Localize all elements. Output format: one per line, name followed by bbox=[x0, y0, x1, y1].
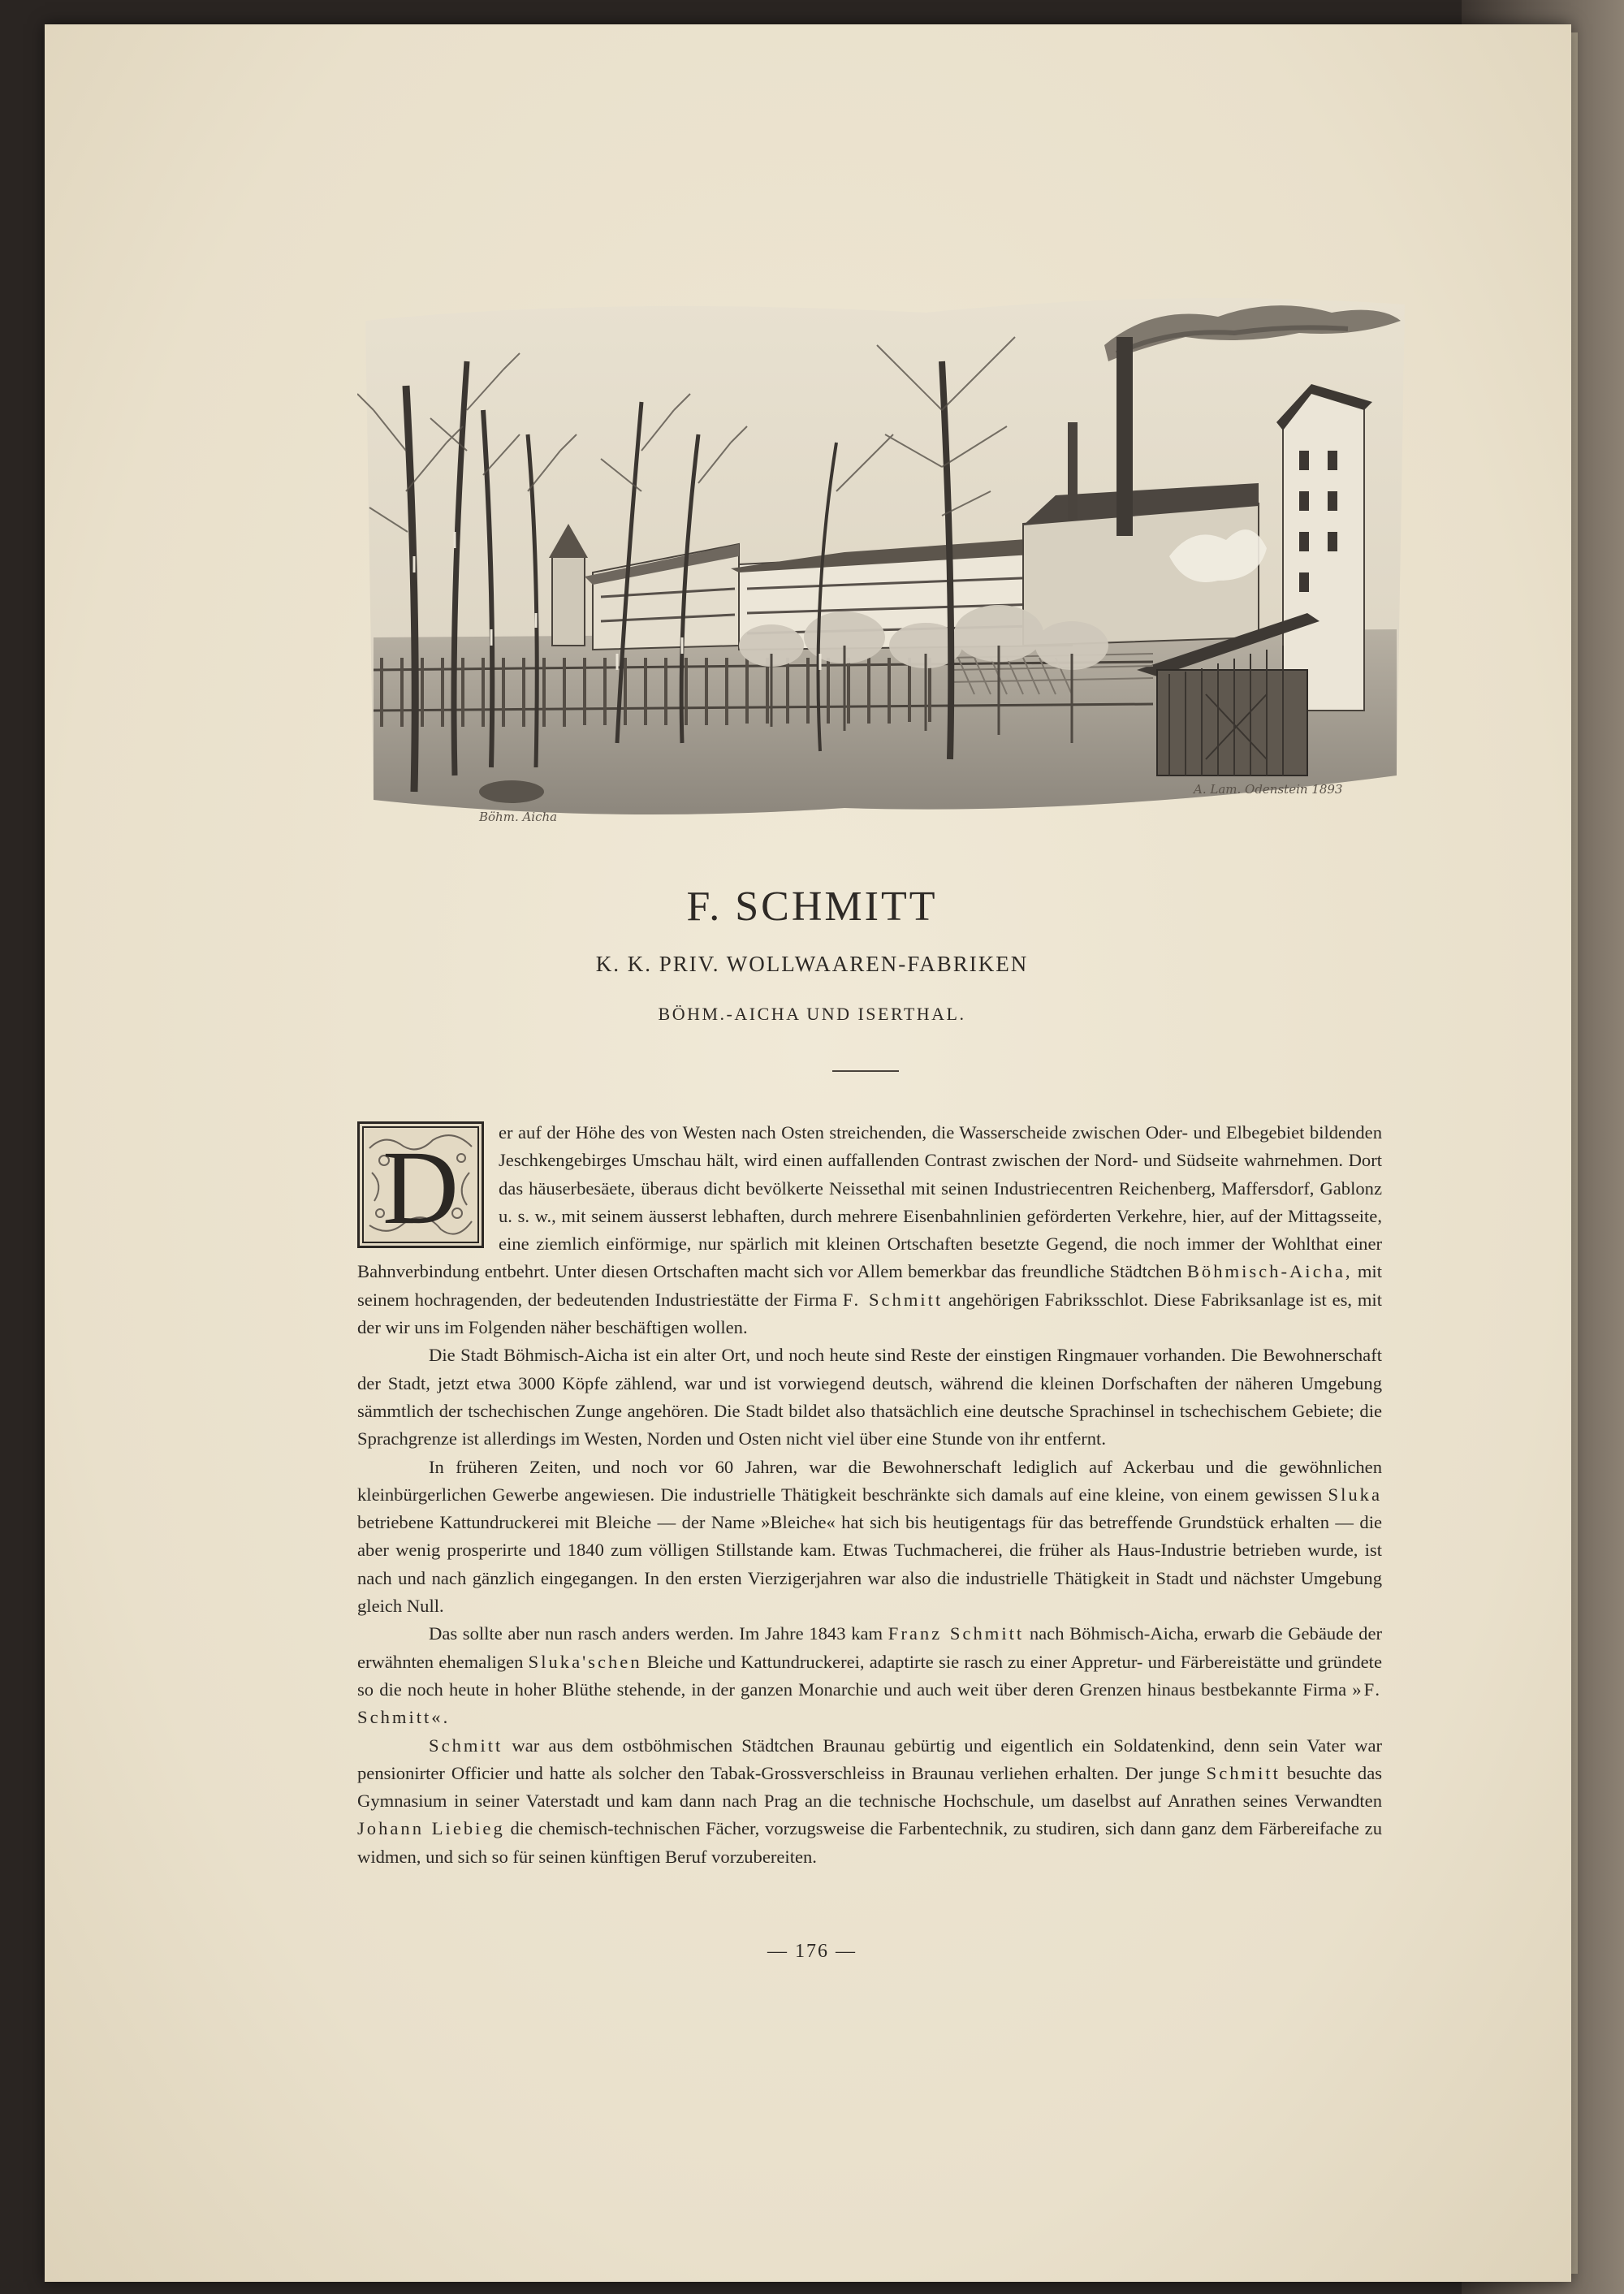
title-rule bbox=[832, 1070, 899, 1072]
town-name: Böhmisch-Aicha, bbox=[1186, 1261, 1353, 1282]
paragraph-2: Die Stadt Böhmisch-Aicha ist ein alter Ort, und noch heute sind Reste der einstigen Ringmauer vorhanden. Die Bewohnerschaft der Stadt, jetzt etwa 3000 Köpfe zählend, war und ist vorwiegend deutsch, während die kleinen Dorfschaften der näheren Umgebung sämmtlich der tschechischen Zunge angehören. Die Stadt bildet also thatsächlich eine deutsche Sprachinsel in tschechischem Gebiete; die Sprachgrenze ist allerdings im Westen, Norden und Osten nicht viel über eine Stunde von ihr entfernt. bbox=[357, 1345, 1382, 1449]
page-number: — 176 — bbox=[767, 1941, 857, 1962]
franz-schmitt-name: Franz Schmitt bbox=[888, 1623, 1025, 1644]
illustration-signature-left: Böhm. Aicha bbox=[479, 810, 558, 824]
paragraph-1-text-a: er auf der Höhe des von Westen nach Osten streichenden, die Wasserscheide zwischen Oder- und Elbegebiet bildenden Jeschkengebirges Umschau hält, wird einen auffallenden Contrast zwischen der Nord- und Südseite wahrnehmen. Dort das häuserbesäete, überaus dicht bevölkerte Neissethal mit seinen Industriecentren Reichenberg, Maffersdorf, Gablonz u. s. w., mit seinem äusserst lebhaften, durch mehrere Eisenbahnlinien geförderten Verkehre, hier, auf der Mittagsseite, eine ziemlich einförmige, nur spärlich mit kleinen Ortschaften besetzte Gegend, die noch immer der Wohlthat einer Bahnverbindung entbehrt. Unter diesen Ortschaften macht sich vor Allem bemerkbar das freundliche Städtchen bbox=[357, 1122, 1382, 1282]
paragraph-1 bbox=[357, 1119, 1382, 1341]
paragraph-5 bbox=[357, 1732, 1382, 1871]
firm-name: F. Schmitt bbox=[842, 1289, 944, 1310]
page-location: BÖHM.-AICHA UND ISERTHAL. bbox=[658, 1004, 966, 1024]
page-subtitle: K. K. PRIV. WOLLWAAREN-FABRIKEN bbox=[595, 952, 1029, 976]
paragraph-3-text-a: In früheren Zeiten, und noch vor 60 Jahren, war die Bewohnerschaft lediglich auf Ackerbau und die gewöhnlichen kleinbürgerlichen Gewerbe angewiesen. Die industrielle Thätigkeit beschränkte sich damals auf eine kleine, von einem gewissen bbox=[357, 1456, 1382, 1505]
sluka-schen-name: Sluka'schen bbox=[528, 1651, 642, 1672]
paragraph-3-text-b: betriebene Kattundruckerei mit Bleiche — der Name »Bleiche« hat sich bis heutigentags für das betreffende Grundstück erhalten — die aber wenig prosperirte und 1840 zum völligen Stillstande kam. Etwas Tuchmacherei, die früher als Haus-Industrie betrieben wurde, ist nach und nach gänzlich eingegangen. In den ersten Vierzigerjahren war also die industrielle Thätigkeit in Stadt und nächster Umgebung gleich Null. bbox=[357, 1512, 1382, 1617]
sluka-name: Sluka bbox=[1328, 1484, 1383, 1505]
paragraph-4 bbox=[357, 1620, 1382, 1731]
article-body bbox=[357, 1119, 1382, 1871]
paragraph-4-text-a: Das sollte aber nun rasch anders werden. Im Jahre 1843 kam bbox=[429, 1623, 883, 1644]
johann-liebieg-name: Johann Liebieg bbox=[357, 1818, 505, 1839]
paragraph-1-text-b: mit seinem hochragenden, der bedeutenden Industriestätte der Firma bbox=[357, 1261, 1382, 1310]
paragraph-1-text-c: angehörigen Fabriksschlot. Diese Fabriksanlage ist es, mit der wir uns im Folgenden näher beschäftigen wollen. bbox=[357, 1289, 1382, 1338]
firm-name-quoted: »F. Schmitt«. bbox=[357, 1678, 1382, 1728]
paragraph-3 bbox=[357, 1454, 1382, 1621]
paragraph-5-text-c: die chemisch-technischen Fächer, vorzugsweise die Farbentechnik, zu studiren, sich dann ganz dem Färbereifache zu widmen, und sich so für seinen künftigen Beruf vorzubereiten. bbox=[357, 1818, 1383, 1867]
ornamental-initial bbox=[357, 1121, 484, 1248]
factory-illustration bbox=[357, 288, 1413, 840]
schmitt-name: Schmitt bbox=[429, 1735, 503, 1756]
schmitt-name-2: Schmitt bbox=[1206, 1762, 1281, 1783]
paragraph-5-text-a: war aus dem ostböhmischen Städtchen Braunau gebürtig und eigentlich ein Soldatenkind, denn sein Vater war pensionirter Officier und hatte als solcher den Tabak-Grossverschleiss in Braunau verliehen erhalten. Der junge bbox=[357, 1735, 1382, 1783]
paragraph-4-text-b: nach Böhmisch-Aicha, erwarb die Gebäude der erwähnten ehemaligen bbox=[357, 1623, 1383, 1672]
paragraph-5-text-b: besuchte das Gymnasium in seiner Vaterstadt und kam dann nach Prag an die technische Hochschule, um daselbst auf Anrathen seines Verwandten bbox=[357, 1762, 1383, 1812]
initial-letter: D bbox=[382, 1130, 459, 1246]
page-title: F. SCHMITT bbox=[686, 883, 938, 930]
paragraph-4-text-c: Bleiche und Kattundruckerei, adaptirte sie rasch zu einer Appretur- und Färbereistätte und gründete so die noch heute in hoher Blüthe stehende, in der ganzen Monarchie und auch weit über deren Grenzen hinaus bestbekannte Firma bbox=[357, 1651, 1382, 1700]
illustration-signature-right: A. Lam. Odenstein 1893 bbox=[1194, 782, 1343, 797]
